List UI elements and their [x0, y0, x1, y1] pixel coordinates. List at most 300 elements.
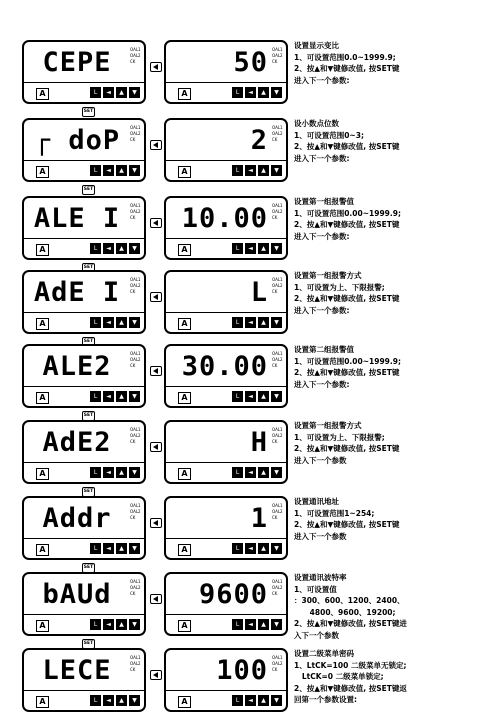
- left-arrow-key[interactable]: ◄: [103, 165, 114, 176]
- parameter-value: 10.00: [181, 202, 268, 234]
- code-display: [28, 501, 126, 535]
- lock-key[interactable]: L: [232, 317, 243, 328]
- led-indicators: [130, 655, 146, 673]
- led-indicators: [272, 351, 288, 369]
- up-arrow-key[interactable]: ▲: [258, 391, 269, 402]
- key-group: [232, 619, 282, 630]
- step-row: [0, 496, 487, 576]
- description-line: 1、可设置为上、下限报警;: [294, 282, 385, 292]
- key-group: [232, 467, 282, 478]
- lock-key[interactable]: L: [90, 87, 101, 98]
- value-display-panel: [164, 196, 288, 260]
- up-arrow-key[interactable]: ▲: [258, 243, 269, 254]
- led-ck: CK: [272, 59, 278, 64]
- panel-divider: [166, 160, 286, 161]
- led-al2: OAL2: [130, 209, 141, 214]
- a-key[interactable]: A: [36, 544, 49, 556]
- down-arrow-key[interactable]: ▼: [129, 695, 140, 706]
- step-row: [0, 344, 487, 424]
- led-ck: CK: [272, 137, 278, 142]
- led-indicators: [130, 125, 146, 143]
- panel-divider: [24, 386, 144, 387]
- parameter-value: 100: [216, 654, 268, 686]
- code-display: [28, 349, 126, 383]
- description-line: 1、可设置为上、下限报警;: [294, 432, 385, 442]
- up-arrow-key[interactable]: ▲: [258, 619, 269, 630]
- led-al1: OAL1: [130, 655, 141, 660]
- led-ck: CK: [130, 137, 136, 142]
- description-line: 2、按▲和▼键修改值, 按SET键: [294, 520, 400, 529]
- down-arrow-key[interactable]: ▼: [271, 317, 282, 328]
- lock-key[interactable]: L: [90, 543, 101, 554]
- led-al1: OAL1: [130, 203, 141, 208]
- left-arrow-key[interactable]: ◄: [245, 243, 256, 254]
- left-arrow-key[interactable]: ◄: [103, 317, 114, 328]
- description-line: 1、可设置值: [294, 584, 337, 594]
- led-al2: OAL2: [130, 283, 141, 288]
- key-group: [90, 243, 140, 254]
- code-display: [28, 201, 126, 235]
- a-key[interactable]: A: [178, 544, 191, 556]
- a-key[interactable]: A: [178, 244, 191, 256]
- panel-divider: [166, 386, 286, 387]
- description-line: 1、可设置范围0.0~1999.9;: [294, 52, 396, 62]
- down-arrow-key[interactable]: ▼: [129, 243, 140, 254]
- led-al1: OAL1: [272, 579, 283, 584]
- set-key-icon[interactable]: SET: [82, 337, 95, 347]
- led-al2: OAL2: [272, 509, 283, 514]
- a-key[interactable]: A: [178, 318, 191, 330]
- panel-divider: [24, 538, 144, 539]
- left-arrow-key[interactable]: ◄: [245, 619, 256, 630]
- led-ck: CK: [130, 215, 136, 220]
- led-al2: OAL2: [272, 357, 283, 362]
- key-group: [90, 165, 140, 176]
- value-display-panel: [164, 648, 288, 712]
- lock-key[interactable]: L: [90, 391, 101, 402]
- led-al2: OAL2: [130, 433, 141, 438]
- led-al1: OAL1: [272, 203, 283, 208]
- left-arrow-key[interactable]: ◄: [245, 695, 256, 706]
- arrow-right-icon: [150, 366, 162, 376]
- step-description: [294, 40, 484, 86]
- led-indicators: [272, 203, 288, 221]
- code-display-panel: [22, 496, 146, 560]
- left-arrow-key[interactable]: ◄: [103, 87, 114, 98]
- led-al1: OAL1: [130, 277, 141, 282]
- step-row: [0, 270, 487, 350]
- up-arrow-key[interactable]: ▲: [258, 165, 269, 176]
- led-indicators: [130, 427, 146, 445]
- led-ck: CK: [130, 667, 136, 672]
- left-arrow-key[interactable]: ◄: [245, 317, 256, 328]
- left-arrow-key[interactable]: ◄: [103, 619, 114, 630]
- panel-divider: [24, 160, 144, 161]
- led-indicators: [130, 503, 146, 521]
- led-al1: OAL1: [130, 351, 141, 356]
- panel-divider: [166, 614, 286, 615]
- key-group: [232, 87, 282, 98]
- led-indicators: [272, 277, 288, 295]
- a-key[interactable]: A: [178, 166, 191, 178]
- step-row: [0, 648, 487, 728]
- description-line: 进入下一个参数:: [294, 305, 350, 315]
- panel-divider: [24, 238, 144, 239]
- led-al2: OAL2: [272, 283, 283, 288]
- step-row: [0, 420, 487, 500]
- key-group: [90, 543, 140, 554]
- description-line: 进入下一个参数:: [294, 153, 350, 163]
- panel-divider: [24, 614, 144, 615]
- up-arrow-key[interactable]: ▲: [116, 391, 127, 402]
- down-arrow-key[interactable]: ▼: [129, 165, 140, 176]
- a-key[interactable]: A: [36, 318, 49, 330]
- description-line: 设置第二组报警值: [294, 345, 354, 354]
- down-arrow-key[interactable]: ▼: [129, 619, 140, 630]
- parameter-value: 30.00: [181, 350, 268, 382]
- led-ck: CK: [130, 515, 136, 520]
- description-line: 进入下一个参数:: [294, 231, 350, 241]
- left-arrow-key[interactable]: ◄: [103, 243, 114, 254]
- up-arrow-key[interactable]: ▲: [258, 543, 269, 554]
- lock-key[interactable]: L: [232, 391, 243, 402]
- parameter-code: ┌ doP: [33, 124, 121, 156]
- panel-divider: [166, 312, 286, 313]
- step-row: [0, 572, 487, 652]
- led-indicators: [130, 277, 146, 295]
- value-display: [170, 349, 272, 383]
- up-arrow-key[interactable]: ▲: [116, 619, 127, 630]
- parameter-code: AdE2: [42, 426, 112, 458]
- lock-key[interactable]: L: [232, 619, 243, 630]
- step-row: [0, 40, 487, 120]
- led-ck: CK: [272, 667, 278, 672]
- lock-key[interactable]: L: [90, 467, 101, 478]
- left-arrow-key[interactable]: ◄: [103, 391, 114, 402]
- left-arrow-key[interactable]: ◄: [245, 543, 256, 554]
- key-group: [90, 87, 140, 98]
- description-line: 1、LtCK=100 二级菜单无锁定;: [294, 660, 407, 670]
- value-display-panel: [164, 344, 288, 408]
- description-line: 进入下一个参数:: [294, 379, 350, 389]
- parameter-code: bAUd: [42, 578, 112, 610]
- led-al2: OAL2: [272, 585, 283, 590]
- code-display: [28, 577, 126, 611]
- code-display-panel: [22, 420, 146, 484]
- led-indicators: [272, 47, 288, 65]
- parameter-value: 1: [250, 502, 268, 534]
- lock-key[interactable]: L: [232, 87, 243, 98]
- key-group: [90, 619, 140, 630]
- lock-key[interactable]: L: [232, 243, 243, 254]
- description-line: 1、可设置范围0.00~1999.9;: [294, 356, 401, 366]
- parameter-code: ALE I: [33, 202, 121, 234]
- step-row: [0, 196, 487, 276]
- description-line: 进入下一个参数: [294, 455, 347, 465]
- step-description: [294, 118, 484, 164]
- description-line: 进入下一个参数: [294, 531, 347, 541]
- code-display-panel: [22, 572, 146, 636]
- key-group: [232, 317, 282, 328]
- left-arrow-key[interactable]: ◄: [103, 543, 114, 554]
- description-line: 设置二级菜单密码: [294, 649, 354, 658]
- value-display: [170, 45, 272, 79]
- left-arrow-key[interactable]: ◄: [245, 391, 256, 402]
- lock-key[interactable]: L: [90, 165, 101, 176]
- lock-key[interactable]: L: [232, 543, 243, 554]
- down-arrow-key[interactable]: ▼: [129, 317, 140, 328]
- led-indicators: [272, 655, 288, 673]
- lock-key[interactable]: L: [232, 165, 243, 176]
- a-key[interactable]: A: [36, 244, 49, 256]
- a-key[interactable]: A: [178, 88, 191, 100]
- led-al2: OAL2: [272, 131, 283, 136]
- key-group: [232, 695, 282, 706]
- led-indicators: [130, 579, 146, 597]
- step-description: [294, 344, 484, 390]
- panel-divider: [166, 690, 286, 691]
- panel-divider: [166, 82, 286, 83]
- left-arrow-key[interactable]: ◄: [245, 87, 256, 98]
- up-arrow-key[interactable]: ▲: [258, 695, 269, 706]
- led-ck: CK: [272, 515, 278, 520]
- value-display: [170, 275, 272, 309]
- value-display: [170, 577, 272, 611]
- parameter-value: 50: [233, 46, 268, 78]
- led-ck: CK: [130, 363, 136, 368]
- set-key-icon[interactable]: SET: [82, 411, 95, 421]
- description-line: 2、按▲和▼键修改值, 按SET键: [294, 368, 400, 377]
- led-ck: CK: [272, 289, 278, 294]
- step-row: [0, 118, 487, 198]
- led-al2: OAL2: [130, 661, 141, 666]
- down-arrow-key[interactable]: ▼: [129, 391, 140, 402]
- description-line: 设置显示变比: [294, 41, 339, 50]
- description-line: 设置第一组报警方式: [294, 421, 362, 430]
- down-arrow-key[interactable]: ▼: [271, 543, 282, 554]
- led-indicators: [272, 125, 288, 143]
- code-display: [28, 123, 126, 157]
- code-display-panel: [22, 270, 146, 334]
- led-al1: OAL1: [272, 503, 283, 508]
- panel-divider: [166, 462, 286, 463]
- description-line: 设置通讯地址: [294, 497, 339, 506]
- up-arrow-key[interactable]: ▲: [258, 317, 269, 328]
- led-ck: CK: [272, 215, 278, 220]
- key-group: [90, 695, 140, 706]
- parameter-value: 2: [250, 124, 268, 156]
- down-arrow-key[interactable]: ▼: [129, 87, 140, 98]
- led-al1: OAL1: [130, 427, 141, 432]
- step-description: [294, 648, 484, 706]
- a-key[interactable]: A: [36, 696, 49, 708]
- key-group: [232, 543, 282, 554]
- lock-key[interactable]: L: [90, 317, 101, 328]
- value-display-panel: [164, 118, 288, 182]
- down-arrow-key[interactable]: ▼: [271, 87, 282, 98]
- value-display-panel: [164, 496, 288, 560]
- a-key[interactable]: A: [178, 392, 191, 404]
- up-arrow-key[interactable]: ▲: [116, 695, 127, 706]
- led-al2: OAL2: [130, 509, 141, 514]
- arrow-right-icon: [150, 62, 162, 72]
- left-arrow-key[interactable]: ◄: [103, 467, 114, 478]
- step-description: [294, 420, 484, 466]
- description-line: 2、按▲和▼键修改值, 按SET键: [294, 444, 400, 453]
- led-indicators: [272, 427, 288, 445]
- down-arrow-key[interactable]: ▼: [271, 619, 282, 630]
- code-display-panel: [22, 40, 146, 104]
- description-line: ：300、600、1200、2400、: [294, 596, 405, 605]
- led-ck: CK: [130, 439, 136, 444]
- led-indicators: [130, 203, 146, 221]
- lock-key[interactable]: L: [232, 467, 243, 478]
- down-arrow-key[interactable]: ▼: [271, 243, 282, 254]
- parameter-code: AdE I: [33, 276, 121, 308]
- led-al1: OAL1: [272, 351, 283, 356]
- led-al1: OAL1: [130, 579, 141, 584]
- led-indicators: [130, 47, 146, 65]
- panel-divider: [24, 462, 144, 463]
- value-display-panel: [164, 270, 288, 334]
- led-al2: OAL2: [130, 585, 141, 590]
- parameter-code: ALE2: [42, 350, 112, 382]
- value-display: [170, 425, 272, 459]
- value-display-panel: [164, 572, 288, 636]
- led-al1: OAL1: [130, 125, 141, 130]
- led-al1: OAL1: [272, 47, 283, 52]
- left-arrow-key[interactable]: ◄: [245, 165, 256, 176]
- step-description: [294, 572, 484, 641]
- description-line: 设置通讯波特率: [294, 573, 347, 582]
- set-key-icon[interactable]: SET: [82, 563, 95, 573]
- description-line: 2、按▲和▼键修改值, 按SET键: [294, 220, 400, 229]
- a-key[interactable]: A: [36, 88, 49, 100]
- value-display-panel: [164, 420, 288, 484]
- up-arrow-key[interactable]: ▲: [258, 87, 269, 98]
- value-display: [170, 653, 272, 687]
- key-group: [232, 243, 282, 254]
- parameter-value: L: [250, 276, 268, 308]
- description-line: 设置第一组报警值: [294, 197, 354, 206]
- description-line: 1、可设置范围0.00~1999.9;: [294, 208, 401, 218]
- arrow-right-icon: [150, 292, 162, 302]
- up-arrow-key[interactable]: ▲: [116, 165, 127, 176]
- description-line: 入下一个参数: [294, 630, 339, 640]
- description-line: 4800、9600、19200;: [294, 607, 396, 617]
- description-line: 进入下一个参数:: [294, 75, 350, 85]
- down-arrow-key[interactable]: ▼: [271, 695, 282, 706]
- down-arrow-key[interactable]: ▼: [129, 467, 140, 478]
- description-line: 2、按▲和▼键修改值, 按SET键进: [294, 619, 407, 628]
- down-arrow-key[interactable]: ▼: [129, 543, 140, 554]
- left-arrow-key[interactable]: ◄: [103, 695, 114, 706]
- a-key[interactable]: A: [178, 620, 191, 632]
- key-group: [90, 317, 140, 328]
- led-indicators: [272, 503, 288, 521]
- lock-key[interactable]: L: [90, 695, 101, 706]
- code-display: [28, 653, 126, 687]
- panel-divider: [166, 538, 286, 539]
- led-indicators: [272, 579, 288, 597]
- description-line: 2、按▲和▼键修改值, 按SET键: [294, 294, 400, 303]
- a-key[interactable]: A: [178, 468, 191, 480]
- key-group: [232, 165, 282, 176]
- code-display-panel: [22, 344, 146, 408]
- set-key-icon[interactable]: SET: [82, 107, 95, 117]
- led-indicators: [130, 351, 146, 369]
- description-line: 设置第一组报警方式: [294, 271, 362, 280]
- left-arrow-key[interactable]: ◄: [245, 467, 256, 478]
- up-arrow-key[interactable]: ▲: [116, 317, 127, 328]
- lock-key[interactable]: L: [90, 243, 101, 254]
- down-arrow-key[interactable]: ▼: [271, 467, 282, 478]
- a-key[interactable]: A: [36, 468, 49, 480]
- led-al2: OAL2: [272, 433, 283, 438]
- panel-divider: [24, 82, 144, 83]
- led-al2: OAL2: [130, 131, 141, 136]
- code-display-panel: [22, 118, 146, 182]
- down-arrow-key[interactable]: ▼: [271, 165, 282, 176]
- up-arrow-key[interactable]: ▲: [258, 467, 269, 478]
- key-group: [90, 391, 140, 402]
- key-group: [90, 467, 140, 478]
- description-line: 1、可设置范围1~254;: [294, 508, 375, 518]
- led-al1: OAL1: [272, 427, 283, 432]
- value-display: [170, 501, 272, 535]
- a-key[interactable]: A: [36, 392, 49, 404]
- parameter-code: CEPE: [42, 46, 112, 78]
- a-key[interactable]: A: [36, 166, 49, 178]
- up-arrow-key[interactable]: ▲: [116, 467, 127, 478]
- a-key[interactable]: A: [178, 696, 191, 708]
- led-al2: OAL2: [130, 53, 141, 58]
- up-arrow-key[interactable]: ▲: [116, 87, 127, 98]
- set-key-icon[interactable]: SET: [82, 639, 95, 649]
- lock-key[interactable]: L: [232, 695, 243, 706]
- led-al1: OAL1: [272, 277, 283, 282]
- parameter-value: H: [250, 426, 268, 458]
- step-description: [294, 496, 484, 542]
- step-description: [294, 270, 484, 316]
- arrow-right-icon: [150, 594, 162, 604]
- step-description: [294, 196, 484, 242]
- description-line: 回第一个参数设置:: [294, 695, 357, 704]
- code-display-panel: [22, 196, 146, 260]
- up-arrow-key[interactable]: ▲: [116, 543, 127, 554]
- value-display-panel: [164, 40, 288, 104]
- arrow-right-icon: [150, 518, 162, 528]
- description-line: 2、按▲和▼键修改值, 按SET键: [294, 142, 400, 151]
- led-ck: CK: [272, 591, 278, 596]
- set-key-icon[interactable]: SET: [82, 263, 95, 273]
- lock-key[interactable]: L: [90, 619, 101, 630]
- arrow-right-icon: [150, 218, 162, 228]
- set-key-icon[interactable]: SET: [82, 487, 95, 497]
- value-display: [170, 201, 272, 235]
- up-arrow-key[interactable]: ▲: [116, 243, 127, 254]
- parameter-code: Addr: [42, 502, 112, 534]
- down-arrow-key[interactable]: ▼: [271, 391, 282, 402]
- led-ck: CK: [272, 363, 278, 368]
- description-line: LtCK=0 二级菜单锁定;: [294, 672, 384, 681]
- led-al1: OAL1: [130, 503, 141, 508]
- description-line: 1、可设置范围0~3;: [294, 130, 364, 140]
- panel-divider: [24, 690, 144, 691]
- a-key[interactable]: A: [36, 620, 49, 632]
- led-ck: CK: [130, 591, 136, 596]
- set-key-icon[interactable]: SET: [82, 185, 95, 195]
